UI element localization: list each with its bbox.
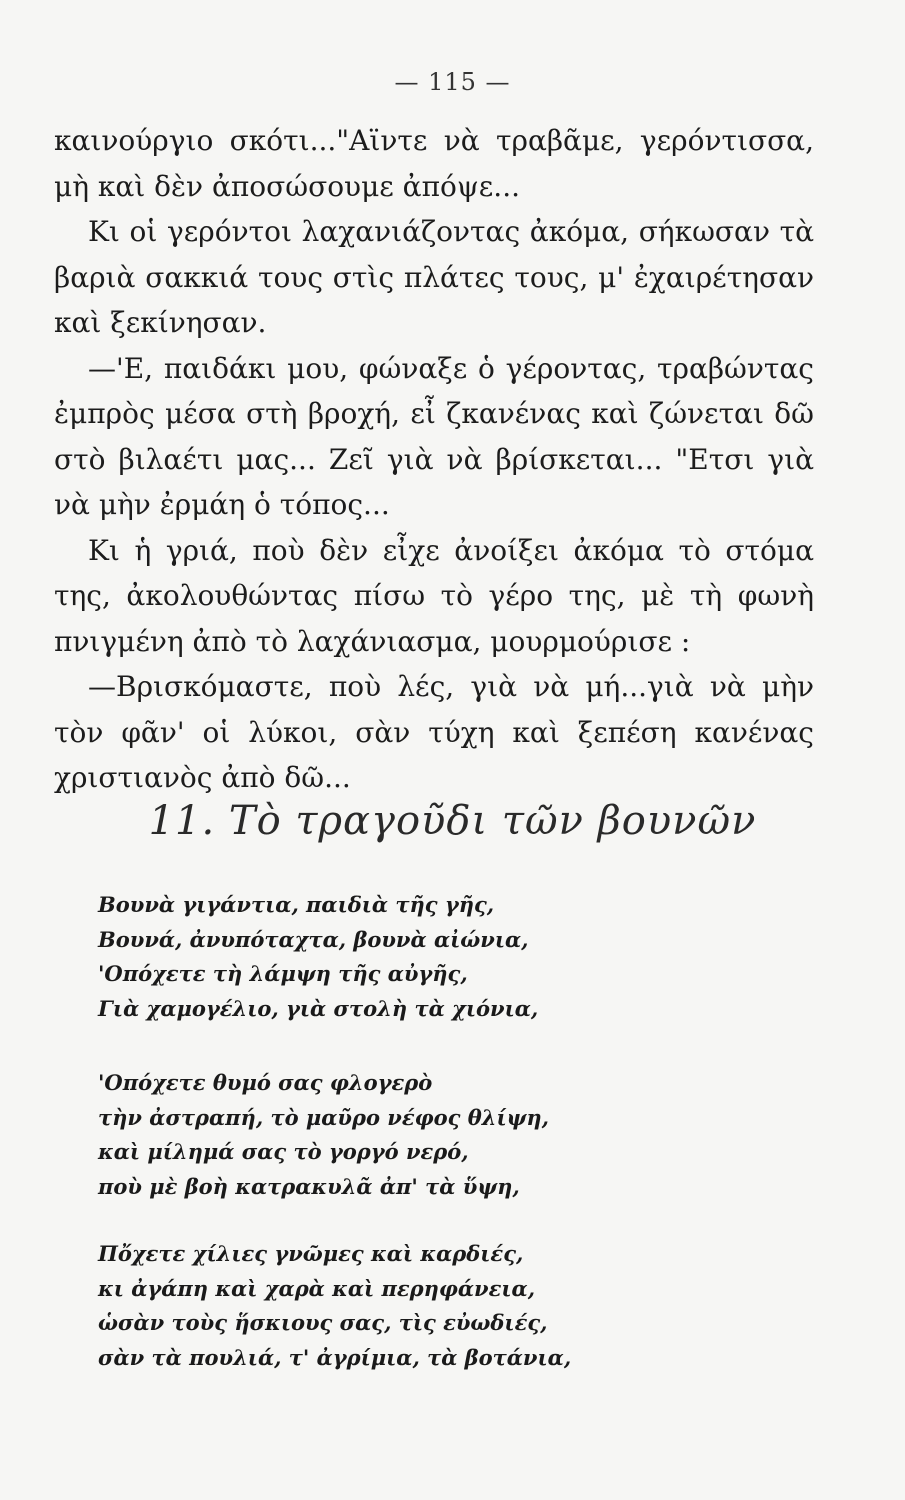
poem-stanza — [98, 1066, 658, 1204]
poem-line: Βουνὰ γιγάντια, παιδιὰ τῆς γῆς, — [98, 892, 495, 917]
poem-line: Γιὰ χαμογέλιο, γιὰ στολὴ τὰ χιόνια, — [98, 995, 539, 1021]
poem-line: σὰν τὰ πουλιά, τ' ἀγρίμια, τὰ βοτάνια, — [98, 1344, 572, 1370]
prose-body — [54, 118, 814, 801]
poem-line: καὶ μίλημά σας τὸ γοργό νερό, — [98, 1139, 469, 1164]
poem-line: κι ἀγάπη καὶ χαρὰ καὶ περηφάνεια, — [98, 1275, 536, 1301]
paragraph: —'Ε, παιδάκι μου, φώναξε ὁ γέροντας, τραβώντας ἐμπρὸς μέσα στὴ βροχή, εἶ ζκανένας καὶ ζώνεται δῶ στὸ βιλαέτι μας... Ζεῖ γιὰ νὰ βρίσκεται... "Ετσι γιὰ νὰ μὴν ἐρμάη ὁ τόπος... — [54, 351, 814, 521]
poem-line: τὴν ἀστραπή, τὸ μαῦρο νέφος θλίψη, — [98, 1104, 549, 1130]
paragraph: Κι οἱ γερόντοι λαχανιάζοντας ἀκόμα, σήκωσαν τὰ βαριὰ σακκιά τους στὶς πλάτες τους, μ' ἐχαιρέτησαν καὶ ξεκίνησαν. — [54, 215, 814, 339]
poem-stanza — [98, 888, 658, 1026]
page-number: — 115 — — [394, 68, 511, 96]
poem-line: 'Οπόχετε θυμό σας φλογερὸ — [98, 1070, 433, 1095]
poem-stanza — [98, 1237, 658, 1375]
poem-line: Βουνά, ἀνυπόταχτα, βουνὰ αἰώνια, — [98, 926, 529, 952]
paragraph: Κι ἡ γριά, ποὺ δὲν εἶχε ἀνοίξει ἀκόμα τὸ στόμα της, ἀκολουθώντας πίσω τὸ γέρο της, μὲ τὴ φωνὴ πνιγμένη ἀπὸ τὸ λαχάνιασμα, μουρμούρισε : — [54, 533, 814, 658]
poem-line: Πὄχετε χίλιες γνῶμες καὶ καρδιές, — [98, 1241, 524, 1266]
paragraph: καινούργιο σκότι..."Αϊντε νὰ τραβᾶμε, γερόντισσα, μὴ καὶ δὲν ἀποσώσουμε ἀπόψε... — [54, 124, 814, 203]
poem-line: 'Οπόχετε τὴ λάμψη τῆς αὐγῆς, — [98, 961, 468, 986]
paragraph: —Βρισκόμαστε, ποὺ λές, γιὰ νὰ μή...γιὰ νὰ μὴν τὸν φᾶν' οἱ λύκοι, σὰν τύχη καὶ ξεπέση κανένας χριστιανὸς ἀπὸ δῶ... — [54, 670, 814, 794]
poem-line: ὡσὰν τοὺς ἥσκιους σας, τὶς εὐωδιές, — [98, 1310, 548, 1335]
poem-line: ποὺ μὲ βοὴ κατρακυλᾶ ἀπ' τὰ ὕψη, — [98, 1173, 520, 1199]
chapter-heading: 11. Τὸ τραγοῦδι τῶν βουνῶν — [148, 798, 757, 844]
